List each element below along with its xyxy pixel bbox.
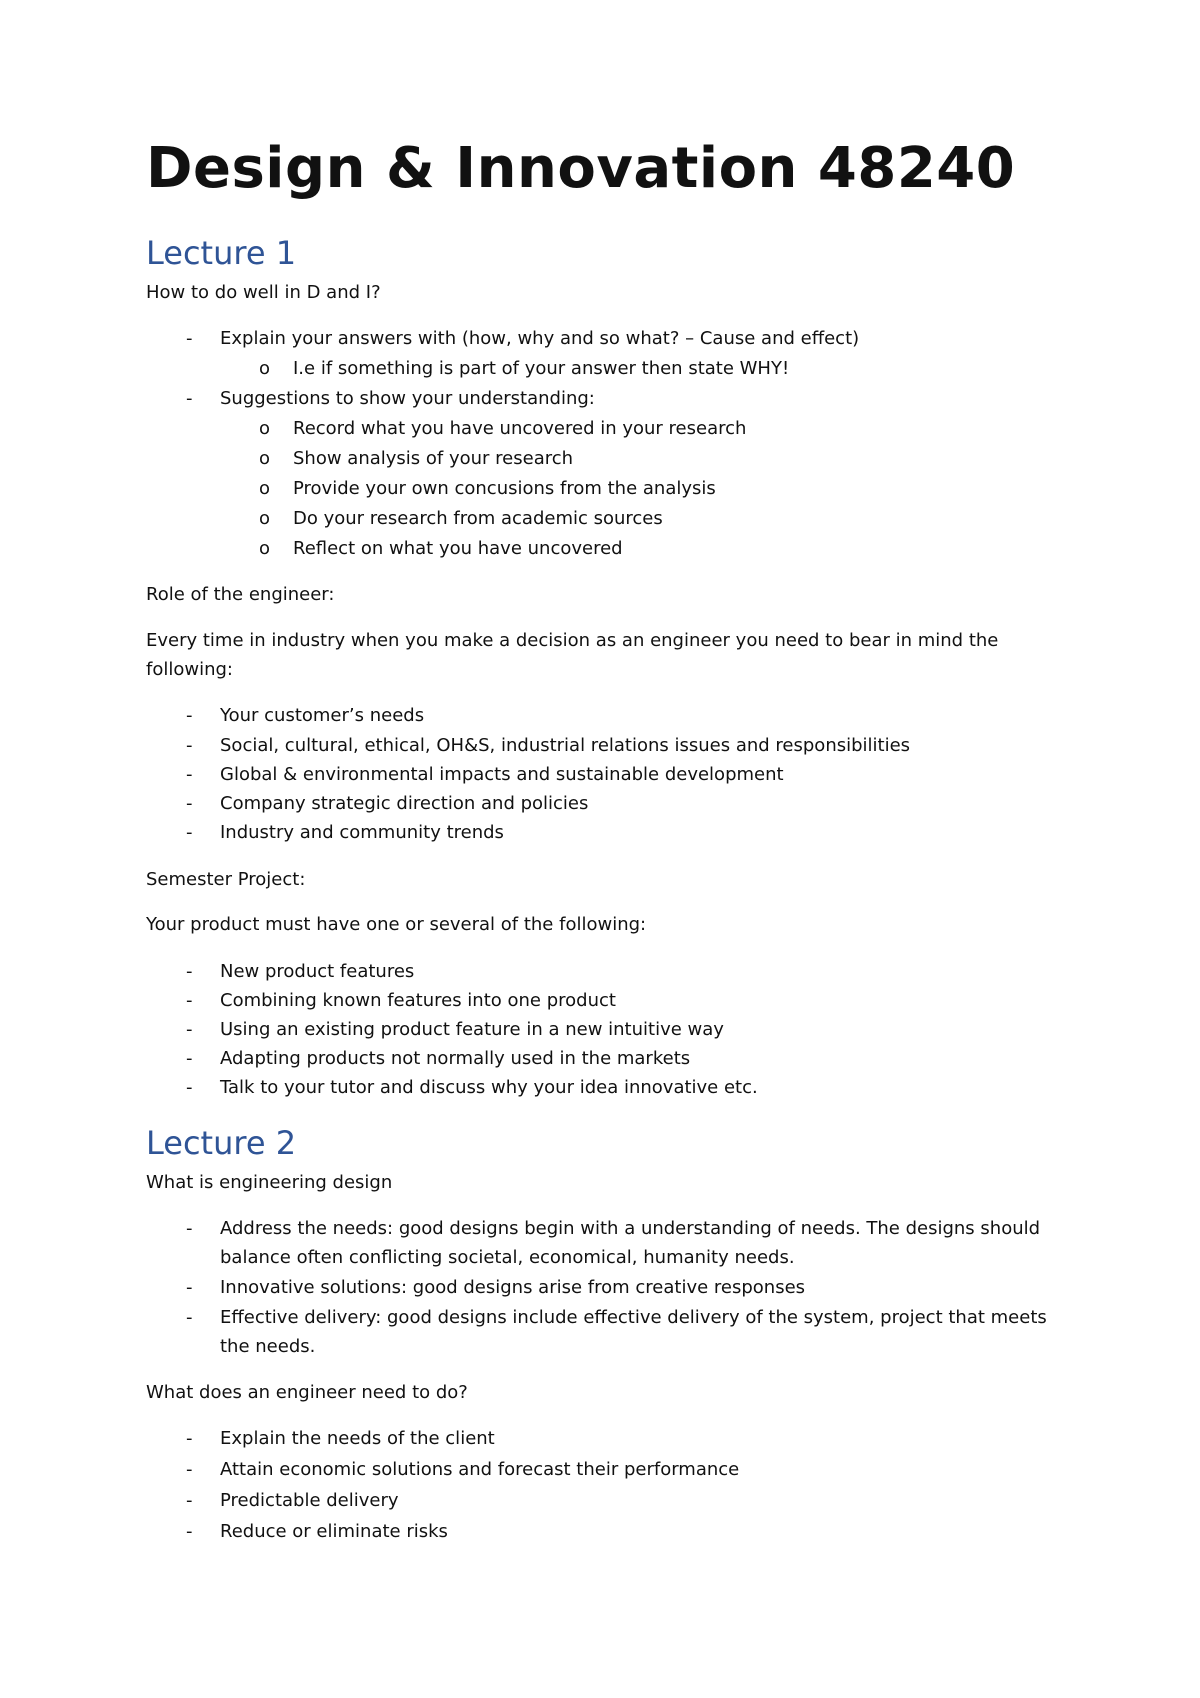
circle-bullet: o [259, 418, 271, 439]
sub-list-item: I.e if something is part of your answer then state WHY! [293, 358, 790, 379]
dash-bullet: - [186, 1307, 193, 1328]
dash-bullet: - [186, 1428, 193, 1449]
list-item-line: the needs. [220, 1336, 316, 1357]
dash-bullet: - [186, 388, 193, 409]
list-item: Talk to your tutor and discuss why your idea innovative etc. [220, 1077, 758, 1098]
lecture-1-heading: Lecture 1 [146, 234, 297, 272]
dash-bullet: - [186, 1490, 193, 1511]
dash-bullet: - [186, 705, 193, 726]
dash-bullet: - [186, 1218, 193, 1239]
list-item: Global & environmental impacts and sustainable development [220, 764, 784, 785]
dash-bullet: - [186, 764, 193, 785]
project-label: Semester Project: [146, 869, 306, 890]
dash-bullet: - [186, 793, 193, 814]
role-paragraph-line-2: following: [146, 659, 233, 680]
list-item-line: Effective delivery: good designs include effective delivery of the system, project that meets [220, 1307, 1047, 1328]
list-item: Attain economic solutions and forecast their performance [220, 1459, 740, 1480]
role-paragraph-line-1: Every time in industry when you make a decision as an engineer you need to bear in mind the [146, 630, 999, 651]
list-item: Social, cultural, ethical, OH&S, industrial relations issues and responsibilities [220, 735, 911, 756]
dash-bullet: - [186, 1277, 193, 1298]
dash-bullet: - [186, 961, 193, 982]
list-item: Industry and community trends [220, 822, 504, 843]
list-item: Using an existing product feature in a new intuitive way [220, 1019, 724, 1040]
list-item: Combining known features into one product [220, 990, 616, 1011]
lecture-1-subheading: How to do well in D and I? [146, 282, 381, 303]
circle-bullet: o [259, 508, 271, 529]
circle-bullet: o [259, 358, 271, 379]
list-item: New product features [220, 961, 415, 982]
dash-bullet: - [186, 1048, 193, 1069]
list-item: Your customer’s needs [220, 705, 425, 726]
sub-list-item: Reflect on what you have uncovered [293, 538, 623, 559]
list-item-line: Address the needs: good designs begin with a understanding of needs. The designs should [220, 1218, 1041, 1239]
dash-bullet: - [186, 1521, 193, 1542]
dash-bullet: - [186, 1077, 193, 1098]
sub-list-item: Show analysis of your research [293, 448, 574, 469]
dash-bullet: - [186, 822, 193, 843]
dash-bullet: - [186, 990, 193, 1011]
circle-bullet: o [259, 448, 271, 469]
list-item: Explain the needs of the client [220, 1428, 495, 1449]
sub-list-item: Record what you have uncovered in your research [293, 418, 747, 439]
lecture-2-heading: Lecture 2 [146, 1124, 297, 1162]
document-title: Design & Innovation 48240 [146, 136, 1016, 201]
list-item: Explain your answers with (how, why and so what? – Cause and effect) [220, 328, 860, 349]
list-item: Adapting products not normally used in the markets [220, 1048, 691, 1069]
sub-list-item: Do your research from academic sources [293, 508, 663, 529]
circle-bullet: o [259, 538, 271, 559]
circle-bullet: o [259, 478, 271, 499]
list-item-line: Innovative solutions: good designs arise from creative responses [220, 1277, 806, 1298]
dash-bullet: - [186, 328, 193, 349]
dash-bullet: - [186, 1459, 193, 1480]
project-paragraph: Your product must have one or several of the following: [146, 914, 647, 935]
dash-bullet: - [186, 735, 193, 756]
engineer-question: What does an engineer need to do? [146, 1382, 468, 1403]
dash-bullet: - [186, 1019, 193, 1040]
list-item-line: balance often conflicting societal, economical, humanity needs. [220, 1247, 795, 1268]
list-item: Suggestions to show your understanding: [220, 388, 595, 409]
role-label: Role of the engineer: [146, 584, 335, 605]
list-item: Predictable delivery [220, 1490, 399, 1511]
list-item: Company strategic direction and policies [220, 793, 589, 814]
sub-list-item: Provide your own concusions from the analysis [293, 478, 716, 499]
list-item: Reduce or eliminate risks [220, 1521, 448, 1542]
lecture-2-subheading: What is engineering design [146, 1172, 393, 1193]
